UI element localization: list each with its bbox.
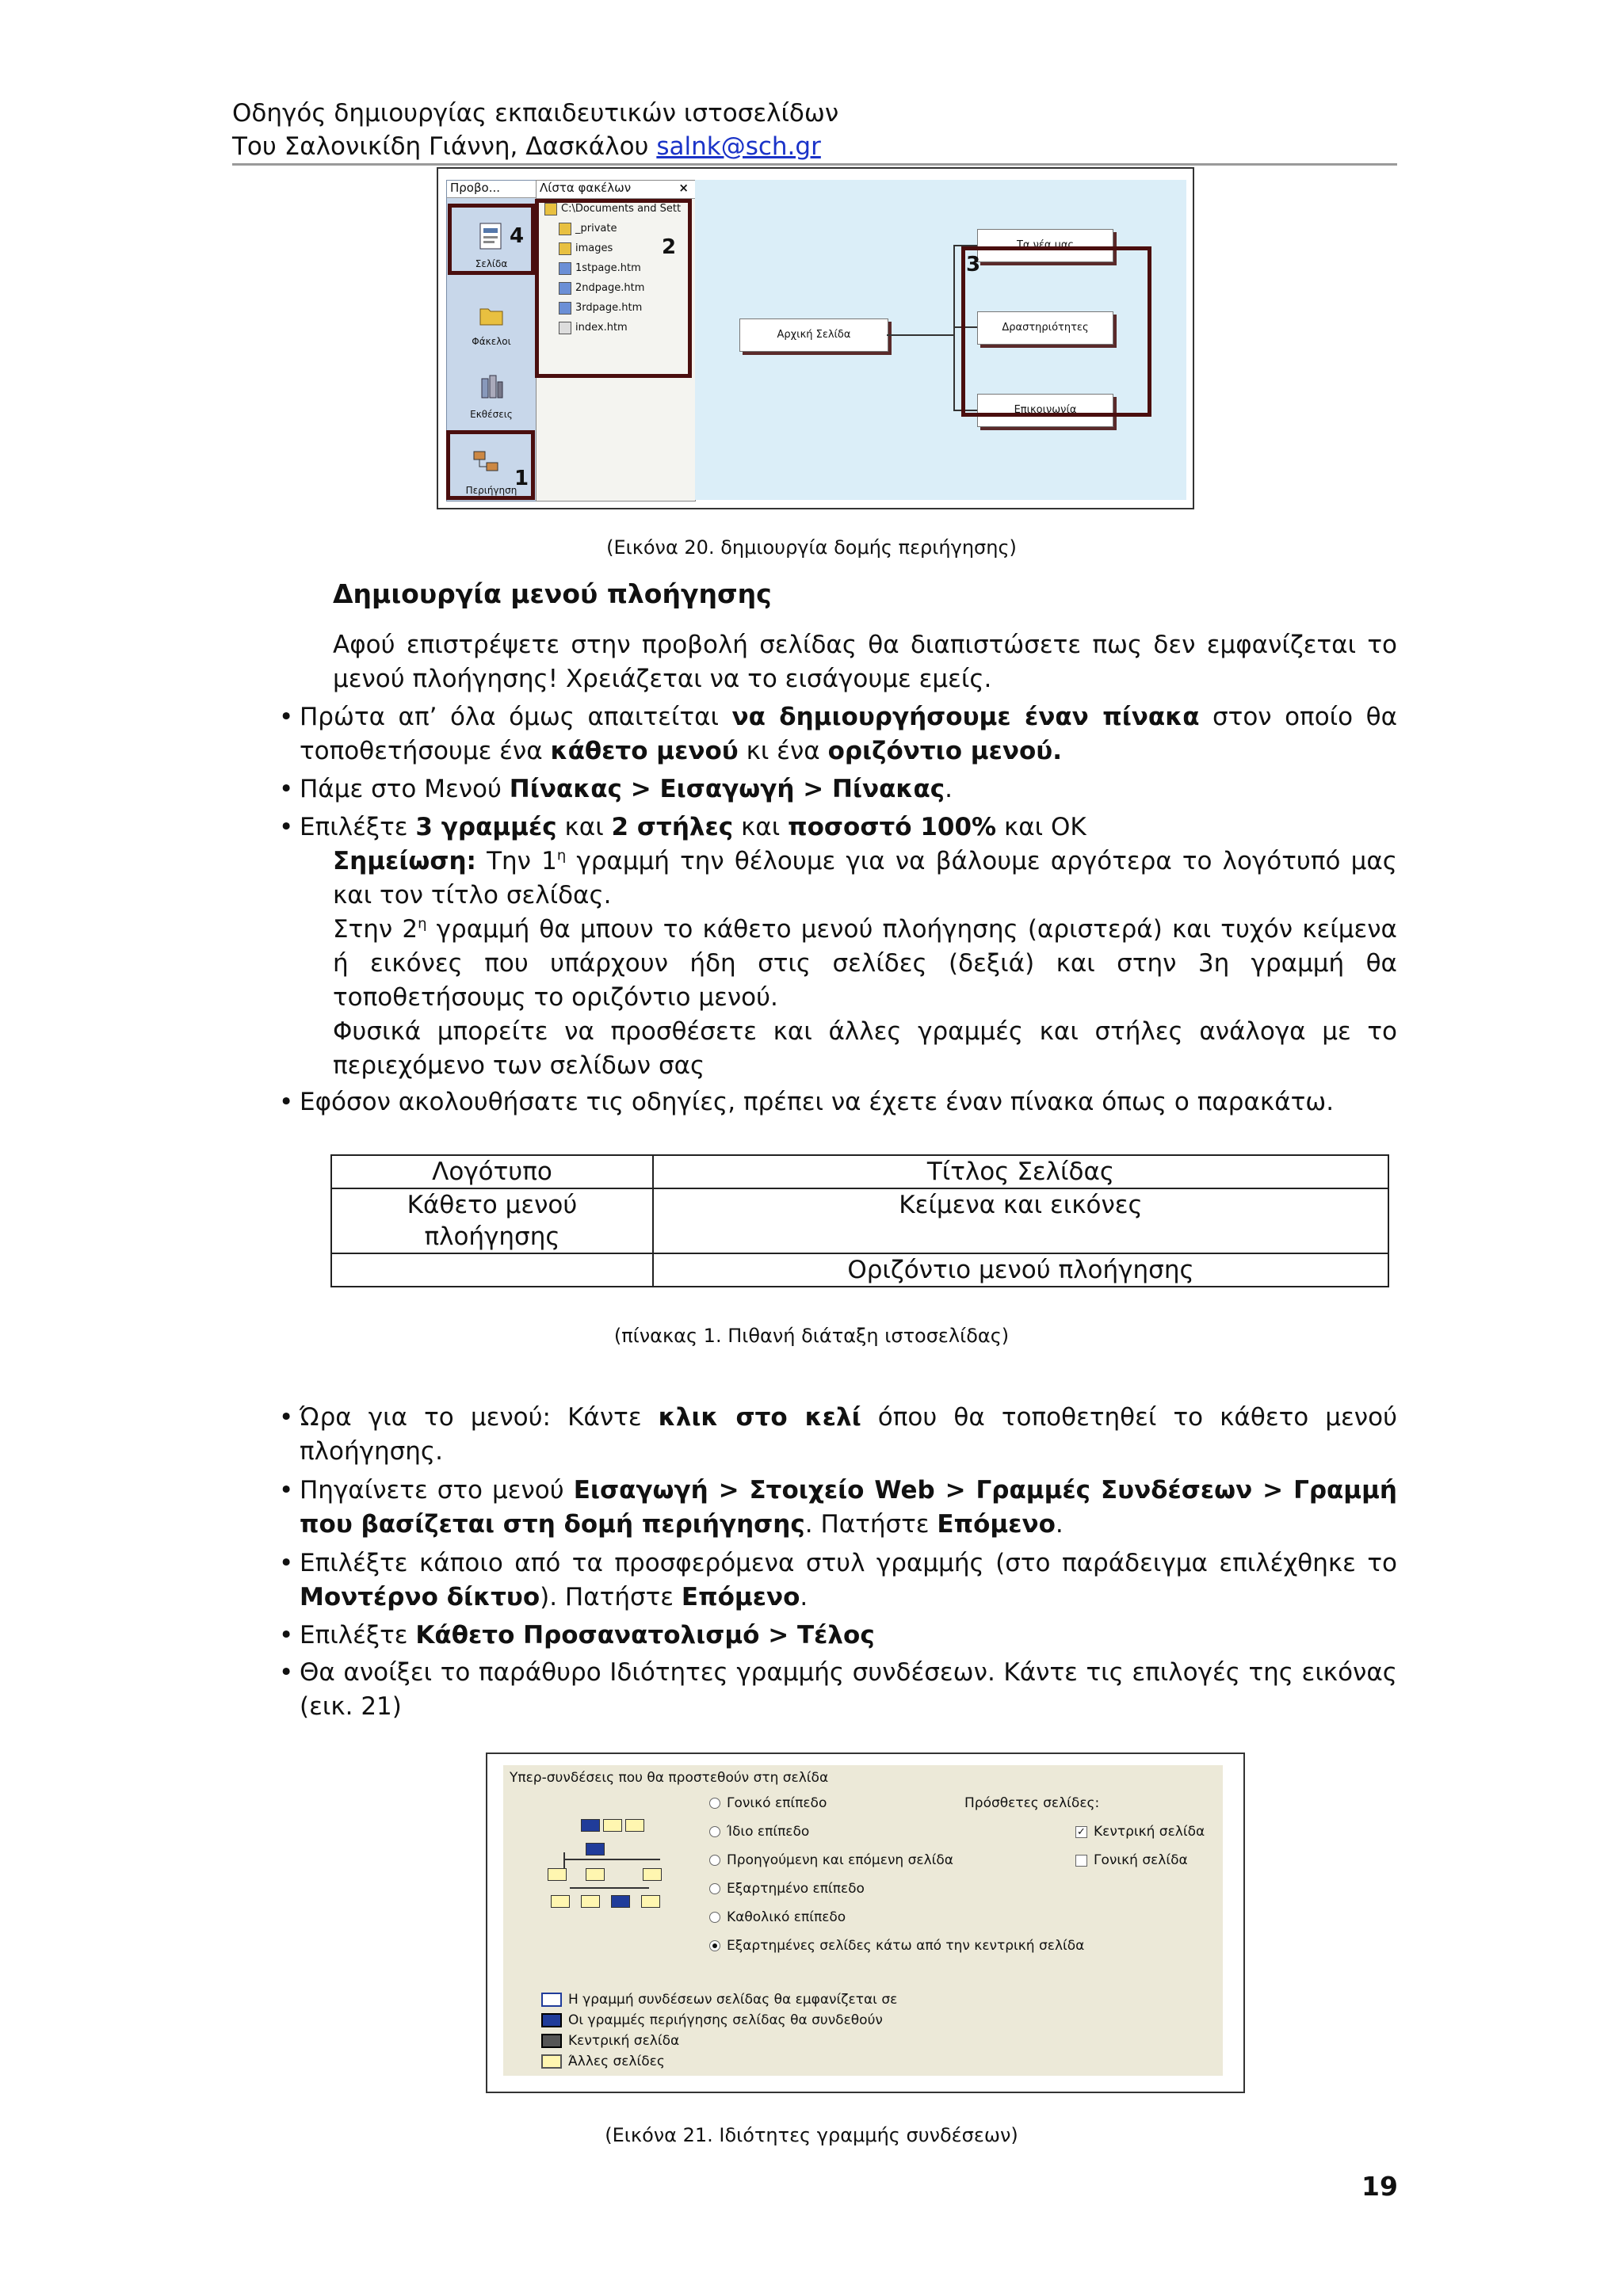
legend-label: Κεντρική σελίδα <box>568 2033 680 2049</box>
radio-label: Γονικό επίπεδο <box>727 1795 827 1811</box>
email-link[interactable]: salnk@sch.gr <box>656 132 821 161</box>
bullet-icon: • <box>279 813 294 841</box>
radio-button[interactable] <box>709 1798 720 1809</box>
radio-button[interactable] <box>709 1855 720 1866</box>
emphasis: 3 γραμμές <box>415 813 557 841</box>
radio-same-level[interactable] <box>709 1824 809 1840</box>
table-row <box>331 1253 1388 1287</box>
bullet-properties-window: Θα ανοίξει το παράθυρο Ιδιότητες γραμμής συνδέσεων. Κάντε τις επιλογές της εικόνας (εικ. 21) <box>300 1658 1397 1721</box>
view-page-label: Σελίδα <box>475 258 508 269</box>
table-cell <box>331 1253 653 1287</box>
tree-item-label: 3rdpage.htm <box>575 302 643 314</box>
radio-label: Ίδιο επίπεδο <box>727 1824 810 1840</box>
table-cell: Τίτλος Σελίδας <box>653 1155 1388 1188</box>
navigation-canvas <box>695 180 1186 500</box>
text: . <box>1055 1510 1064 1539</box>
checkbox-label: Γονική σελίδα <box>1094 1852 1188 1868</box>
emphasis: κάθετο μενού <box>550 737 739 765</box>
table-cell: Λογότυπο <box>331 1155 653 1188</box>
preview-page-icon <box>548 1868 567 1881</box>
marker-1-number: 1 <box>514 467 529 490</box>
legend-label: Άλλες σελίδες <box>568 2054 665 2069</box>
bullet-icon: • <box>279 775 294 803</box>
extra-paragraph: Φυσικά μπορείτε να προσθέσετε και άλλες γραμμές και στήλες ανάλογα με το περιεχόμενο των σελίδων σας <box>333 1017 1397 1080</box>
preview-connector <box>563 1859 660 1860</box>
legend-other-pages <box>541 2054 665 2069</box>
emphasis: Επόμενο <box>681 1583 800 1611</box>
child-node-label: Τα νέα μας <box>1016 239 1075 251</box>
radio-child-pages-under-home[interactable] <box>709 1938 1084 1954</box>
figure-20-caption: (Εικόνα 20. δημιουργία δομής περιήγησης) <box>606 536 1017 559</box>
page-layout-table <box>330 1154 1389 1287</box>
connector-line <box>887 334 953 336</box>
text: Πηγαίνετε στο μενού <box>300 1476 574 1505</box>
bullet-rows-columns <box>300 810 1397 845</box>
bullet-icon: • <box>279 1621 294 1650</box>
bullet-icon: • <box>279 1658 294 1687</box>
text: στον οποίο θα τοποθετήσουμε ένα <box>300 703 1398 765</box>
preview-page-icon <box>625 1819 644 1832</box>
legend-label: Η γραμμή συνδέσεων σελίδας θα εμφανίζεται σε <box>568 1992 898 2008</box>
view-folders-label: Φάκελοι <box>472 336 511 347</box>
text: και <box>733 813 789 841</box>
note-label: Σημείωση: <box>333 847 476 875</box>
bullet-icon: • <box>279 703 294 731</box>
text: . Πατήστε <box>804 1510 938 1539</box>
text: και ΟΚ <box>996 813 1086 841</box>
intro-paragraph: Αφού επιστρέψετε στην προβολή σελίδας θα διαπιστώσετε πως δεν εμφανίζεται το μενού πλοήγησης! Χρειάζεται να το εισάγουμε εμείς. <box>333 631 1397 693</box>
additional-pages-heading: Πρόσθετες σελίδες: <box>964 1795 1100 1811</box>
legend-label: Οι γραμμές περιήγησης σελίδας θα συνδεθούν <box>568 2012 883 2028</box>
view-reports-label: Εκθέσεις <box>470 409 513 420</box>
emphasis: να δημιουργήσουμε έναν πίνακα <box>731 703 1200 731</box>
radio-label: Καθολικό επίπεδο <box>727 1909 846 1925</box>
bullet-icon: • <box>279 1088 294 1116</box>
header-divider <box>232 163 1397 166</box>
legend-swatch <box>541 2013 562 2027</box>
connector-line <box>953 245 955 411</box>
page-header <box>232 97 838 163</box>
view-navigation-label: Περιήγηση <box>465 485 517 496</box>
emphasis: Κάθετο Προσανατολισμό > Τέλος <box>415 1621 875 1650</box>
text: Πρώτα απ’ όλα όμως απαιτείται <box>300 703 732 731</box>
bullet-icon: • <box>279 1476 294 1505</box>
text: γραμμή θα μπουν το κάθετο μενού πλοήγησης (αριστερά) και τυχόν κείμενα ή εικόνες που υπάρχουν ήδη στις σελίδες (δεξιά) και στην 3η γραμμή θα τοποθετήσουμς το οριζόντιο μενού. <box>333 915 1397 1012</box>
text: και <box>556 813 612 841</box>
preview-home-icon <box>586 1843 605 1855</box>
note-paragraph <box>333 845 1397 913</box>
legend-nav-bars-link <box>541 2012 883 2028</box>
table-row <box>331 1188 1388 1253</box>
emphasis: Μοντέρνο δίκτυο <box>300 1583 540 1611</box>
checkbox-label: Κεντρική σελίδα <box>1094 1824 1205 1840</box>
radio-button[interactable] <box>709 1912 720 1923</box>
bullet-icon: • <box>279 1403 294 1432</box>
radio-label: Προηγούμενη και επόμενη σελίδα <box>727 1852 953 1868</box>
marker-2-box <box>535 199 692 378</box>
radio-label: Εξαρτημένες σελίδες κάτω από την κεντρική σελίδα <box>727 1938 1085 1954</box>
home-page-node[interactable] <box>739 318 888 352</box>
child-node-label: Επικοινωνία <box>1014 404 1077 416</box>
legend-swatch <box>541 2054 562 2069</box>
marker-4-number: 4 <box>510 224 525 248</box>
bullet-vertical-orientation <box>300 1619 1397 1653</box>
text: . <box>800 1583 808 1611</box>
radio-back-next[interactable] <box>709 1852 953 1868</box>
checkbox-unchecked[interactable] <box>1075 1855 1087 1867</box>
text: Πάμε στο Μενού <box>300 775 510 803</box>
text: Την 1 <box>475 847 557 875</box>
text: Ώρα για το μενού: Κάντε <box>300 1403 659 1432</box>
folder-view-icon <box>475 299 507 331</box>
text: ). Πατήστε <box>540 1583 682 1611</box>
table-row <box>331 1155 1388 1188</box>
emphasis: κλικ στο κελί <box>658 1403 861 1432</box>
table-cell: Οριζόντιο μενού πλοήγησης <box>653 1253 1388 1287</box>
folder-list-tab <box>537 181 695 199</box>
preview-page-icon <box>643 1868 662 1881</box>
legend-home-page <box>541 2033 679 2049</box>
superscript: η <box>418 915 427 933</box>
tree-item-label: 1stpage.htm <box>575 262 641 274</box>
legend-link-bar-appears <box>541 1992 897 2008</box>
home-icon <box>541 2034 562 2048</box>
emphasis: ποσοστό 100% <box>788 813 997 841</box>
bullet-click-cell <box>300 1401 1397 1469</box>
legend-swatch <box>541 1993 562 2007</box>
preview-page-icon <box>581 1895 600 1908</box>
tree-item-label: _private <box>575 223 617 235</box>
header-author <box>232 130 838 163</box>
bullet-icon: • <box>279 1549 294 1577</box>
tree-item-label: 2ndpage.htm <box>575 282 645 294</box>
row2-paragraph <box>333 913 1397 1015</box>
page-number: 19 <box>1361 2171 1398 2202</box>
emphasis: οριζόντιο μενού. <box>827 737 1063 765</box>
preview-page-icon <box>641 1895 660 1908</box>
radio-child-level[interactable] <box>709 1881 865 1897</box>
text: γραμμή την θέλουμε για να βάλουμε αργότερα το λογότυπό μας και τον τίτλο σελίδας. <box>333 847 1397 910</box>
marker-2-number: 2 <box>662 235 677 259</box>
emphasis: Επόμενο <box>937 1510 1056 1539</box>
text: Στην 2 <box>333 915 418 944</box>
text: όπου θα τοποθετηθεί το κάθετο μενού πλοήγησης. <box>300 1403 1397 1466</box>
preview-page-icon <box>586 1868 605 1881</box>
header-author-text: Του Σαλονικίδη Γιάννη, Δασκάλου <box>232 132 657 161</box>
superscript: η <box>556 847 567 864</box>
folder-list-title: Λίστα φακέλων <box>540 181 632 195</box>
text: Επιλέξτε κάποιο από τα προσφερόμενα στυλ γραμμής (στο παράδειγμα επιλέχθηκε το <box>300 1549 1397 1577</box>
tree-item-label: C:\Documents and Sett <box>561 203 682 215</box>
table-cell: Κάθετο μενού πλοήγησης <box>331 1188 653 1253</box>
preview-page-icon <box>551 1895 570 1908</box>
reports-view-icon <box>475 371 507 402</box>
checkbox-home-page[interactable] <box>1075 1824 1205 1840</box>
home-page-node-label: Αρχική Σελίδα <box>777 329 851 341</box>
preview-page-icon <box>603 1819 622 1832</box>
section-title: Δημιουργία μενού πλοήγησης <box>333 578 772 609</box>
radio-parent-level[interactable] <box>709 1795 827 1811</box>
radio-button[interactable] <box>709 1883 720 1894</box>
figure-20-navigation-structure <box>437 167 1194 509</box>
figure-21-link-bar-properties <box>486 1753 1245 2093</box>
views-bar-tab: Προβο... <box>447 181 536 198</box>
preview-connector <box>570 1887 649 1889</box>
text: κι ένα <box>738 737 828 765</box>
preview-current-page-icon <box>581 1819 600 1832</box>
text: . <box>945 775 953 803</box>
text: Επιλέξτε <box>300 813 416 841</box>
tree-item-label: index.htm <box>575 322 628 334</box>
table-caption: (πίνακας 1. Πιθανή διάταξη ιστοσελίδας) <box>613 1325 1010 1347</box>
emphasis: 2 στήλες <box>611 813 734 841</box>
text: Επιλέξτε <box>300 1621 416 1650</box>
radio-global-level[interactable] <box>709 1909 846 1925</box>
checkbox-parent-page[interactable] <box>1075 1852 1188 1868</box>
figure-21-caption: (Εικόνα 21. Ιδιότητες γραμμής συνδέσεων) <box>605 2124 1018 2146</box>
bullet-create-table <box>300 700 1397 769</box>
radio-label: Εξαρτημένο επίπεδο <box>727 1881 865 1897</box>
radio-button-selected[interactable] <box>709 1940 720 1951</box>
marker-3-number: 3 <box>966 253 981 277</box>
link-bar-properties-dialog <box>503 1765 1223 2076</box>
radio-button[interactable] <box>709 1826 720 1837</box>
bullet-table-menu <box>300 772 1397 807</box>
close-icon[interactable]: × <box>678 181 689 195</box>
marker-3-box <box>961 246 1151 417</box>
emphasis: Πίνακας > Εισαγωγή > Πίνακας <box>509 775 945 803</box>
checkbox-checked[interactable]: ✓ <box>1075 1826 1087 1838</box>
child-node-label: Δραστηριότητες <box>1002 322 1089 334</box>
tree-item-label: images <box>575 242 613 254</box>
bullet-insert-menu <box>300 1474 1397 1542</box>
hyperlinks-heading: Υπερ-συνδέσεις που θα προστεθούν στη σελίδα <box>510 1770 829 1786</box>
header-title: Οδηγός δημιουργίας εκπαιδευτικών ιστοσελίδων <box>232 99 839 128</box>
bullet-choose-style <box>300 1547 1397 1615</box>
table-cell: Κείμενα και εικόνες <box>653 1188 1388 1253</box>
bullet-follow-instructions: Εφόσον ακολουθήσατε τις οδηγίες, πρέπει να έχετε έναν πίνακα όπως ο παρακάτω. <box>300 1088 1335 1116</box>
emphasis: Εισαγωγή > Στοιχείο Web > Γραμμές Συνδέσεων > Γραμμή που βασίζεται στη δομή περιήγησης <box>300 1476 1397 1539</box>
preview-current-page-icon <box>611 1895 630 1908</box>
